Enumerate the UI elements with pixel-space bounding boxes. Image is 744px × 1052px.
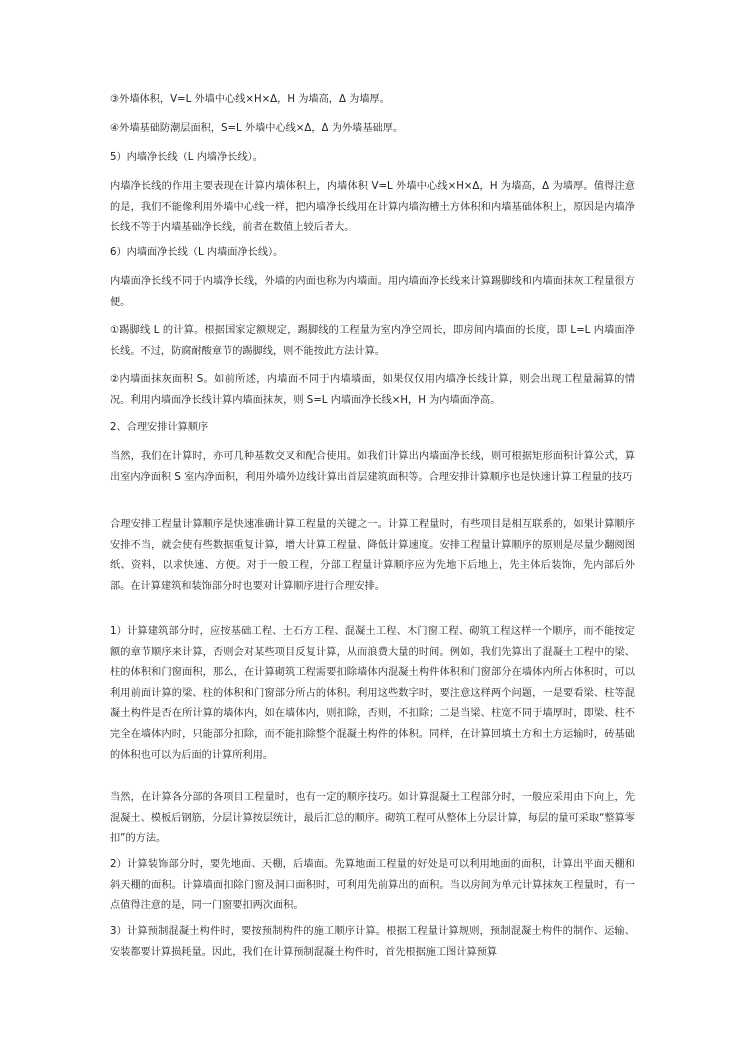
- paragraph-decoration-order: 2）计算装饰部分时，要先地面、天棚，后墙面。先算地面工程量的好处是可以利用地面的面积，计算出平面天棚和斜天棚的面积。计算墙面扣除门窗及洞口面积时，可利用先前算出的面积。当以房间为单元计算抹灰工程量时，有一点值得注意的是，同一门窗要扣两次面积。: [110, 859, 635, 912]
- section-heading-calculation-order: 2、合理安排计算顺序: [110, 422, 209, 433]
- paragraph-combined-bases: 当然，我们在计算时，亦可几种基数交叉和配合使用。如我们计算出内墙面净长线，则可根据矩形面积计算公式，算出室内净面积 S 室内净面积，利用外墙外边线计算出首层建筑面积等。合理安排计算顺序也是快速计算工程量的技巧: [110, 451, 635, 483]
- paragraph-building-calculation-order: 1）计算建筑部分时，应按基础工程、土石方工程、混凝土工程、木门窗工程、砌筑工程这样一个顺序，而不能按定额的章节顺序来计算，否则会对某些项目反复计算，从而浪费大量的时间。例如，我们先算出了混凝土工程中的梁、柱的体积和门窗面积，那么，在计算砌筑工程需要扣除墙体内混凝土构件体积和门窗部分在墙体内所占体积时，可以利用前面计算的梁、柱的体积和门窗部分所占的体积。利用这些数字时，要注意这样两个问题，一是要看梁、柱等混凝土构件是否在所计算的墙体内，如在墙体内，则扣除，否则，不扣除；二是当梁、柱宽不同于墙厚时，即梁、柱不完全在墙体内时，只能部分扣除，而不能扣除整个混凝土构件的体积。同样，在计算回填土方和土方运输时，砖基础的体积也可以为后面的计算所利用。: [110, 626, 635, 761]
- paragraph-precast-components: 3）计算预制混凝土构件时，要按预制构件的施工顺序计算。根据工程量计算规则，预制混凝土构件的制作、运输、安装都要计算损耗量。因此，我们在计算预制混凝土构件时，首先根据施工图计算预算: [110, 926, 635, 958]
- paragraph-inner-wall-net-length: 内墙净长线的作用主要表现在计算内墙体积上，内墙体积 V=L 外墙中心线×H×Δ，H 为墙高，Δ 为墙厚。值得注意的是，我们不能像利用外墙中心线一样，把内墙净长线用在计算内墙沟槽土方体积和内墙基础体积上，原因是内墙净长线不等于内墙基础净长线，前者在数值上较后者大。: [110, 181, 635, 234]
- paragraph-damp-proof-area: ④外墙基础防潮层面积，S=L 外墙中心线×Δ，Δ 为外墙基础厚。: [110, 123, 404, 134]
- document-page: [110, 0, 635, 1052]
- paragraph-subproject-order: 当然，在计算各分部的各项目工程量时，也有一定的顺序技巧。如计算混凝土工程部分时，一般应采用由下向上，先混凝土、模板后钢筋，分层计算按层统计，最后汇总的顺序。砌筑工程可从整体上分层计算，每层的量可采取“整算零扣”的方法。: [110, 792, 635, 845]
- paragraph-order-principle: 合理安排工程量计算顺序是快速准确计算工程量的关键之一。计算工程量时，有些项目是相互联系的，如果计算顺序安排不当，就会使有些数据重复计算，增大计算工程量、降低计算速度。安排工程量计算顺序的原则是尽量少翻阅图纸、资料，以求快速、方便。对于一般工程，分部工程量计算顺序应为先地下后地上，先主体后装饰，先内部后外部。在计算建筑和装饰部分时也要对计算顺序进行合理安排。: [110, 519, 635, 592]
- paragraph-inner-wall-surface-length: 内墙面净长线不同于内墙净长线，外墙的内面也称为内墙面。用内墙面净长线来计算踢脚线和内墙面抹灰工程量很方便。: [110, 276, 635, 308]
- paragraph-plaster-area: ②内墙面抹灰面积 S。如前所述，内墙面不同于内墙墙面，如果仅仅用内墙净长线计算，则会出现工程量漏算的情况。利用内墙面净长线计算内墙面抹灰，则 S=L 内墙面净长线×H，H 为内墙面净高。: [110, 374, 635, 406]
- paragraph-wall-volume: ③外墙体积，V=L 外墙中心线×H×Δ，H 为墙高，Δ 为墙厚。: [110, 94, 390, 105]
- paragraph-skirting-calculation: ①踢脚线 L 的计算。根据国家定额规定，踢脚线的工程量为室内净空周长，即房间内墙面的长度，即 L=L 内墙面净长线。不过，防腐耐酸章节的踢脚线，则不能按此方法计算。: [110, 325, 635, 357]
- heading-inner-wall-net-length: 5）内墙净长线（L 内墙净长线）。: [110, 152, 263, 163]
- heading-inner-wall-surface-length: 6）内墙面净长线（L 内墙面净长线）。: [110, 247, 284, 258]
